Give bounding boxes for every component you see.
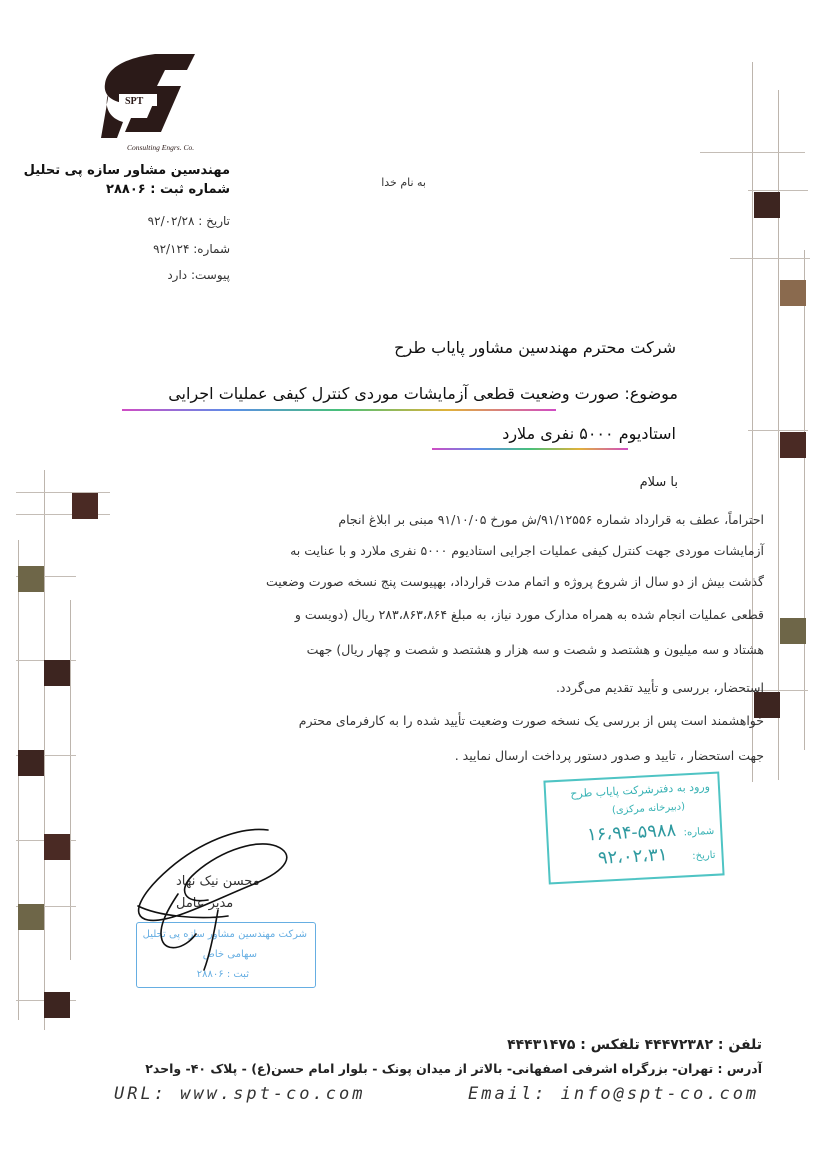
- subject-underline: [122, 409, 556, 411]
- svg-text:Consulting Engrs. Co.: Consulting Engrs. Co.: [127, 143, 195, 152]
- registration-number: شماره ثبت : ۲۸۸۰۶: [106, 182, 230, 197]
- body-line: هشتاد و سه میلیون و هشتصد و شصت و سه هزار و هشتصد و شصت و چهار ریال) جهت: [306, 642, 764, 657]
- footer-url-link[interactable]: URL: www.spt-co.com: [114, 1084, 366, 1104]
- body-line: آزمایشات موردی جهت کنترل کیفی عملیات اجرایی استادیوم ۵۰۰۰ نفری ملارد و با عنایت به: [290, 543, 764, 558]
- svg-text:SPT: SPT: [125, 96, 144, 107]
- decorative-square: [780, 432, 806, 458]
- received-stamp-title: ورود به دفترشرکت پایاب طرح: [570, 779, 711, 801]
- footer-phone: تلفن : ۴۴۴۷۲۳۸۲ تلفکس : ۴۴۴۳۱۴۷۵: [507, 1037, 762, 1053]
- decorative-square: [18, 566, 44, 592]
- basmala: به نام خدا: [381, 176, 426, 189]
- decorative-square: [18, 904, 44, 930]
- company-stamp-line: شرکت مهندسین مشاور سازه پی تحلیل: [142, 929, 307, 940]
- greeting: با سلام: [639, 475, 678, 490]
- company-stamp-line: ثبت : ۲۸۸۰۶: [196, 969, 249, 980]
- decorative-square: [754, 192, 780, 218]
- decorative-square: [44, 834, 70, 860]
- received-stamp-date-label: تاریخ:: [692, 849, 716, 862]
- letter-attachment: پیوست: دارد: [167, 268, 230, 282]
- decorative-square: [780, 280, 806, 306]
- decorative-square: [780, 618, 806, 644]
- handwritten-signature: [118, 824, 318, 974]
- received-stamp: [543, 771, 724, 884]
- received-stamp-number: ۱۶،۹۴-۵۹۸۸: [586, 819, 677, 846]
- body-line: جهت استحضار ، تایید و صدور دستور پرداخت ارسال نمایید .: [454, 748, 764, 763]
- company-logo: [95, 52, 205, 162]
- footer-address: آدرس : تهران- بزرگراه اشرفی اصفهانی- بالاتر از میدان پونک - بلوار امام حسن(ع) - پلاک ۴۰- واحد۲: [145, 1061, 762, 1076]
- decorative-square: [18, 750, 44, 776]
- subject-underline: [432, 448, 628, 450]
- letter-date: تاریخ : ۹۲/۰۲/۲۸: [147, 214, 230, 228]
- subject-line-1: موضوع: صورت وضعیت قطعی آزمایشات موردی کنترل کیفی عملیات اجرایی: [168, 384, 678, 403]
- decorative-square: [72, 493, 98, 519]
- received-stamp-date: ۹۲،۰۲،۳۱: [597, 844, 668, 869]
- letter-number: شماره: ۹۲/۱۲۴: [153, 242, 230, 256]
- decorative-square: [44, 992, 70, 1018]
- decorative-square: [44, 660, 70, 686]
- footer-email-link[interactable]: Email: info@spt-co.com: [468, 1084, 760, 1104]
- company-name: مهندسین مشاور سازه پی تحلیل: [23, 163, 230, 178]
- addressee: شرکت محترم مهندسین مشاور پایاب طرح: [394, 338, 676, 357]
- company-stamp-line: سهامی خاص: [202, 949, 257, 960]
- body-line: احتراماً، عطف به قرارداد شماره ۹۱/۱۲۵۵۶/ش مورخ ۹۱/۱۰/۰۵ مبنی بر ابلاغ انجام: [338, 512, 764, 527]
- subject-line-2: استادیوم ۵۰۰۰ نفری ملارد: [502, 424, 676, 443]
- body-line: خواهشمند است پس از بررسی یک نسخه صورت وضعیت تأیید شده را به کارفرمای محترم: [298, 713, 764, 728]
- body-line: گذشت بیش از دو سال از شروع پروژه و اتمام مدت قرارداد، بهپیوست پنج نسخه صورت وضعیت: [266, 574, 764, 589]
- signatory-title: مدیر عامل: [176, 896, 234, 911]
- received-stamp-number-label: شماره:: [683, 825, 715, 839]
- body-line: قطعی عملیات انجام شده به همراه مدارک مورد نیاز، به مبلغ ۲۸۳،۸۶۳،۸۶۴ ریال (دویست و: [294, 607, 764, 622]
- signatory-name: محسن نیک نهاد: [176, 874, 260, 889]
- body-line: استحضار، بررسی و تأیید تقدیم می‌گردد.: [555, 680, 764, 695]
- received-stamp-subtitle: (دبیرخانه مرکزی): [611, 801, 686, 817]
